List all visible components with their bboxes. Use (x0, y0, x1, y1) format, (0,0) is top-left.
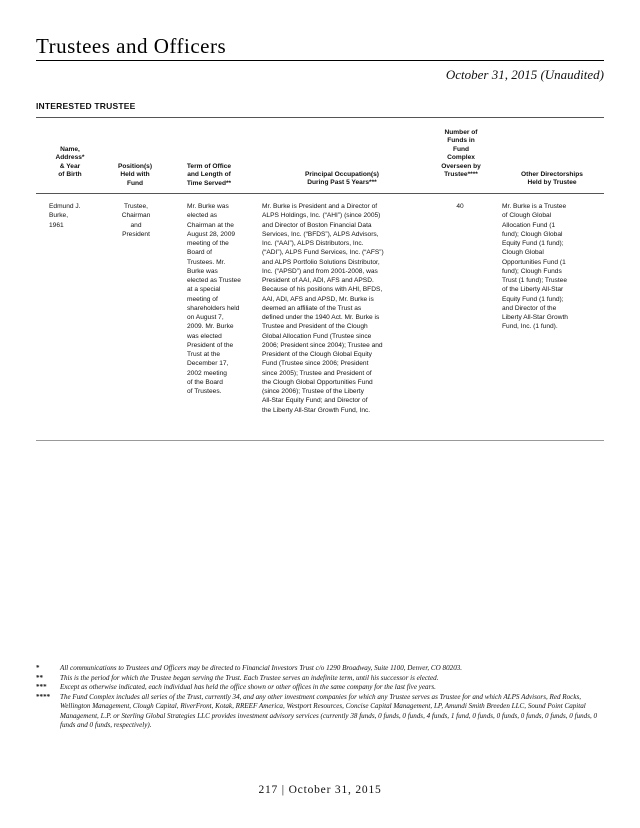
footnote-mark: * (36, 664, 40, 672)
footnote-text: The Fund Complex includes all series of the Trust, currently 34, and any other investment companies for which any Trustee serves as Trustee for and which ALPS Advisors, Red Rocks, Wellington Management, Clough Capital, RiverFront, Kotak, RREEF America, Westport Resources, Concise Capital Management, LP, Amundi Smith Breeden LLC, Sound Point Capital Management, L.P. or Sterling Global Strategies LLC provides investment advisory services (currently 38 funds, 0 funds, 0 funds, 4 funds, 1 fund, 0 funds, 0 funds, 0 funds, 0 funds, 0 funds, 0 funds and 0 funds, respectively). (60, 692, 598, 729)
header-name: Name, Address* & Year of Birth (55, 146, 85, 179)
footnote-mark: *** (36, 683, 47, 691)
trustee-directorships-cell: Mr. Burke is a Trustee of Clough Global Allocation Fund (1 fund); Clough Global Equity Fund (1 fund); Clough Global Opportunities Fund (1 fund); Clough Funds Trust (1 fund); Trustee of the Liberty All-Star Equity Fund (1 fund); and Director of the Liberty All-Star Growth Fund, Inc. (1 fund). (502, 203, 568, 331)
report-date: October 31, 2015 (Unaudited) (445, 67, 604, 82)
header-divider (36, 193, 604, 194)
footer-date: October 31, 2015 (288, 784, 382, 796)
trustee-occupation-cell: Mr. Burke is President and a Director of ALPS Holdings, Inc. (“AHI”) (since 2005) and Director of Boston Financial Data Services, Inc. (“BFDS”), ALPS Advisors, Inc. (“AAI”), ALPS Distributors, Inc. (“ADI”), ALPS Fund Services, Inc. (“AFS”) and ALPS Portfolio Solutions Distributor, Inc. (“APSD”) and from 2001-2008, was President of AAI, ADI, AFS and APSD. Because of his positions with AHI, BFDS, AAI, ADI, AFS and APSD, Mr. Burke is deemed an affiliate of the Trust as defined under the 1940 Act. Mr. Burke is Trustee and President of the Clough Global Allocation Fund (Trustee since 2006; President since 2004); Trustee and President of the Clough Global Equity Fund (Trustee since 2006; President since 2005); Trustee and President of the Clough Global Opportunities Fund (since 2006); Trustee of the Liberty All-Star Equity Fund; and Director of the Liberty All-Star Growth Fund, Inc. (262, 203, 384, 414)
footer-separator: | (281, 784, 285, 796)
footnote (36, 693, 612, 731)
footnote-mark: ** (36, 673, 44, 682)
trustee-term-cell: Mr. Burke was elected as Chairman at the August 28, 2009 meeting of the Board of Trustees. Mr. Burke was elected as Trustee at a special meeting of shareholders held on August 7, 2009. Mr. Burke was elected President of the Trust at the December 17, 2002 meeting of the Board of Trustees. (187, 203, 241, 395)
table-top-divider (36, 117, 604, 118)
header-other-directorships: Other Directorships Held by Trustee (521, 171, 583, 187)
footnote-text: This is the period for which the Trustee began serving the Trust. Each Trustee serves an indefinite term, until his successor is elected. (60, 673, 439, 682)
trustee-name-cell: Edmund J. Burke, 1961 (49, 203, 81, 229)
footnote-text: Except as otherwise indicated, each individual has held the office shown or other offices in the same company for the last five years. (60, 683, 436, 691)
trustee-funds-overseen-cell: 40 (456, 203, 464, 210)
section-heading: INTERESTED TRUSTEE (36, 101, 136, 111)
table-bottom-divider (36, 440, 604, 441)
header-occupation: Principal Occupation(s) During Past 5 Years*** (304, 171, 379, 187)
footnotes (36, 664, 612, 731)
page-footer (0, 784, 640, 796)
title-divider (36, 60, 604, 61)
header-funds-overseen: Number of Funds in Fund Complex Overseen by Trustee**** (441, 129, 481, 179)
header-term: Term of Office and Length of Time Served** (186, 163, 232, 187)
header-position: Position(s) Held with Fund (117, 163, 153, 187)
footnote-mark: **** (36, 692, 51, 701)
page-title: Trustees and Officers (36, 34, 227, 58)
trustee-position-cell: Trustee, Chairman and President (121, 203, 151, 238)
page-number: 217 (258, 784, 279, 796)
footnote (36, 683, 612, 693)
footnote (36, 664, 612, 674)
footnote-text: All communications to Trustees and Officers may be directed to Financial Investors Trust c/o 1290 Broadway, Suite 1100, Denver, CO 80203. (60, 664, 463, 672)
footnote (36, 674, 612, 684)
